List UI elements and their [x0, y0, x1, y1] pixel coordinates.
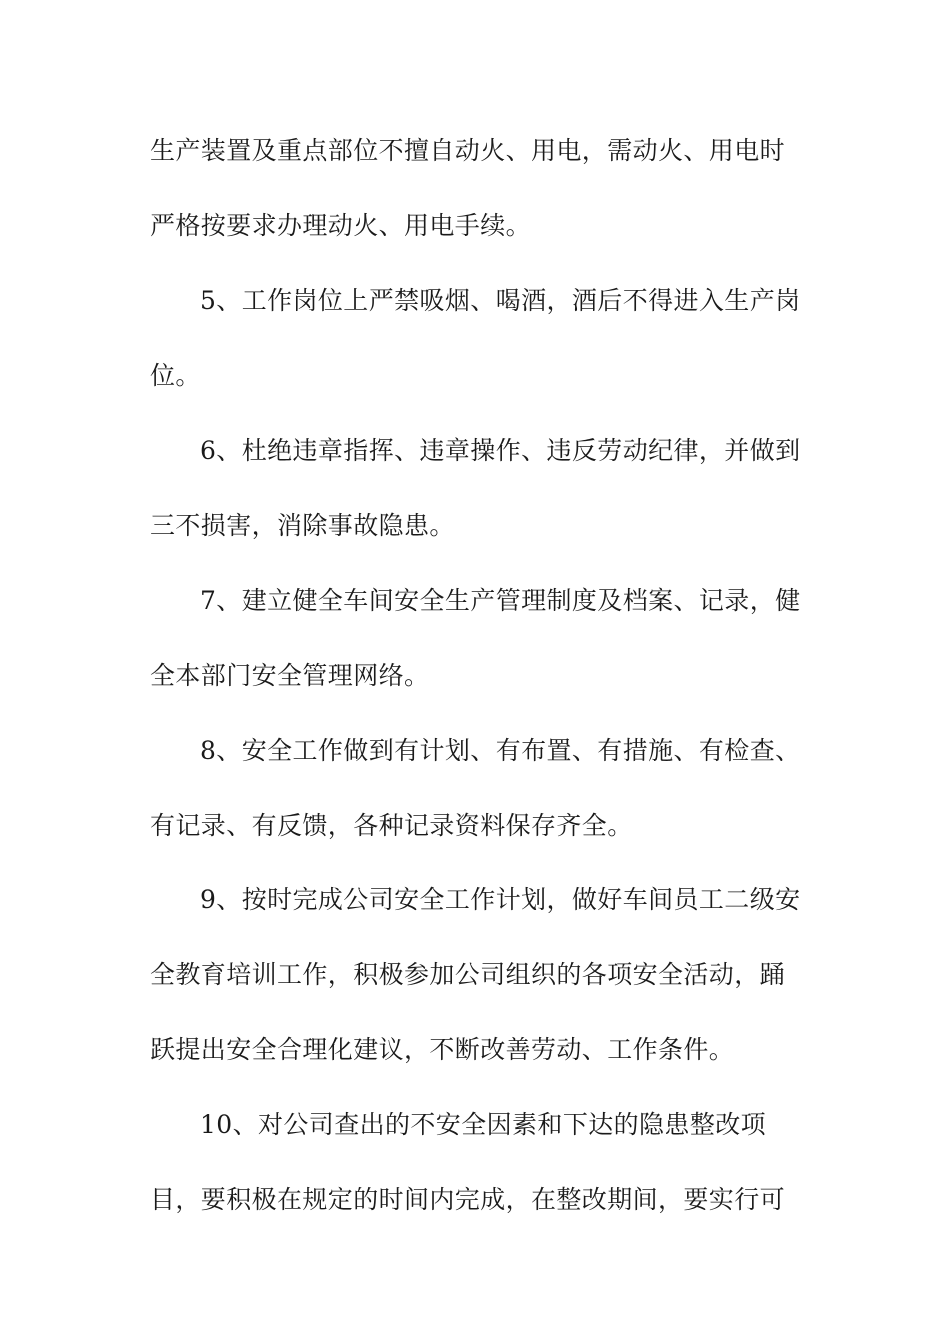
paragraph-7-start: 7、建立健全车间安全生产管理制度及档案、记录，健: [200, 586, 801, 615]
text-line: 全教育培训工作，积极参加公司组织的各项安全活动，踊: [150, 960, 786, 989]
paragraph-10-start: 10、对公司查出的不安全因素和下达的隐患整改项: [200, 1110, 767, 1139]
paragraph-6-start: 6、杜绝违章指挥、违章操作、违反劳动纪律，并做到: [200, 436, 801, 465]
text-line: 跃提出安全合理化建议，不断改善劳动、工作条件。: [150, 1035, 735, 1064]
text-line: 全本部门安全管理网络。: [150, 661, 430, 690]
paragraph-5-start: 5、工作岗位上严禁吸烟、喝酒，酒后不得进入生产岗: [200, 286, 801, 315]
text-line: 位。: [150, 361, 201, 390]
text-line: 严格按要求办理动火、用电手续。: [150, 211, 532, 240]
text-line: 有记录、有反馈，各种记录资料保存齐全。: [150, 811, 633, 840]
paragraph-9-start: 9、按时完成公司安全工作计划，做好车间员工二级安: [200, 885, 801, 914]
text-line: 目，要积极在规定的时间内完成，在整改期间，要实行可: [150, 1185, 786, 1214]
paragraph-8-start: 8、安全工作做到有计划、有布置、有措施、有检查、: [200, 736, 801, 765]
text-line: 三不损害，消除事故隐患。: [150, 511, 455, 540]
text-line: 生产装置及重点部位不擅自动火、用电，需动火、用电时: [150, 136, 786, 165]
